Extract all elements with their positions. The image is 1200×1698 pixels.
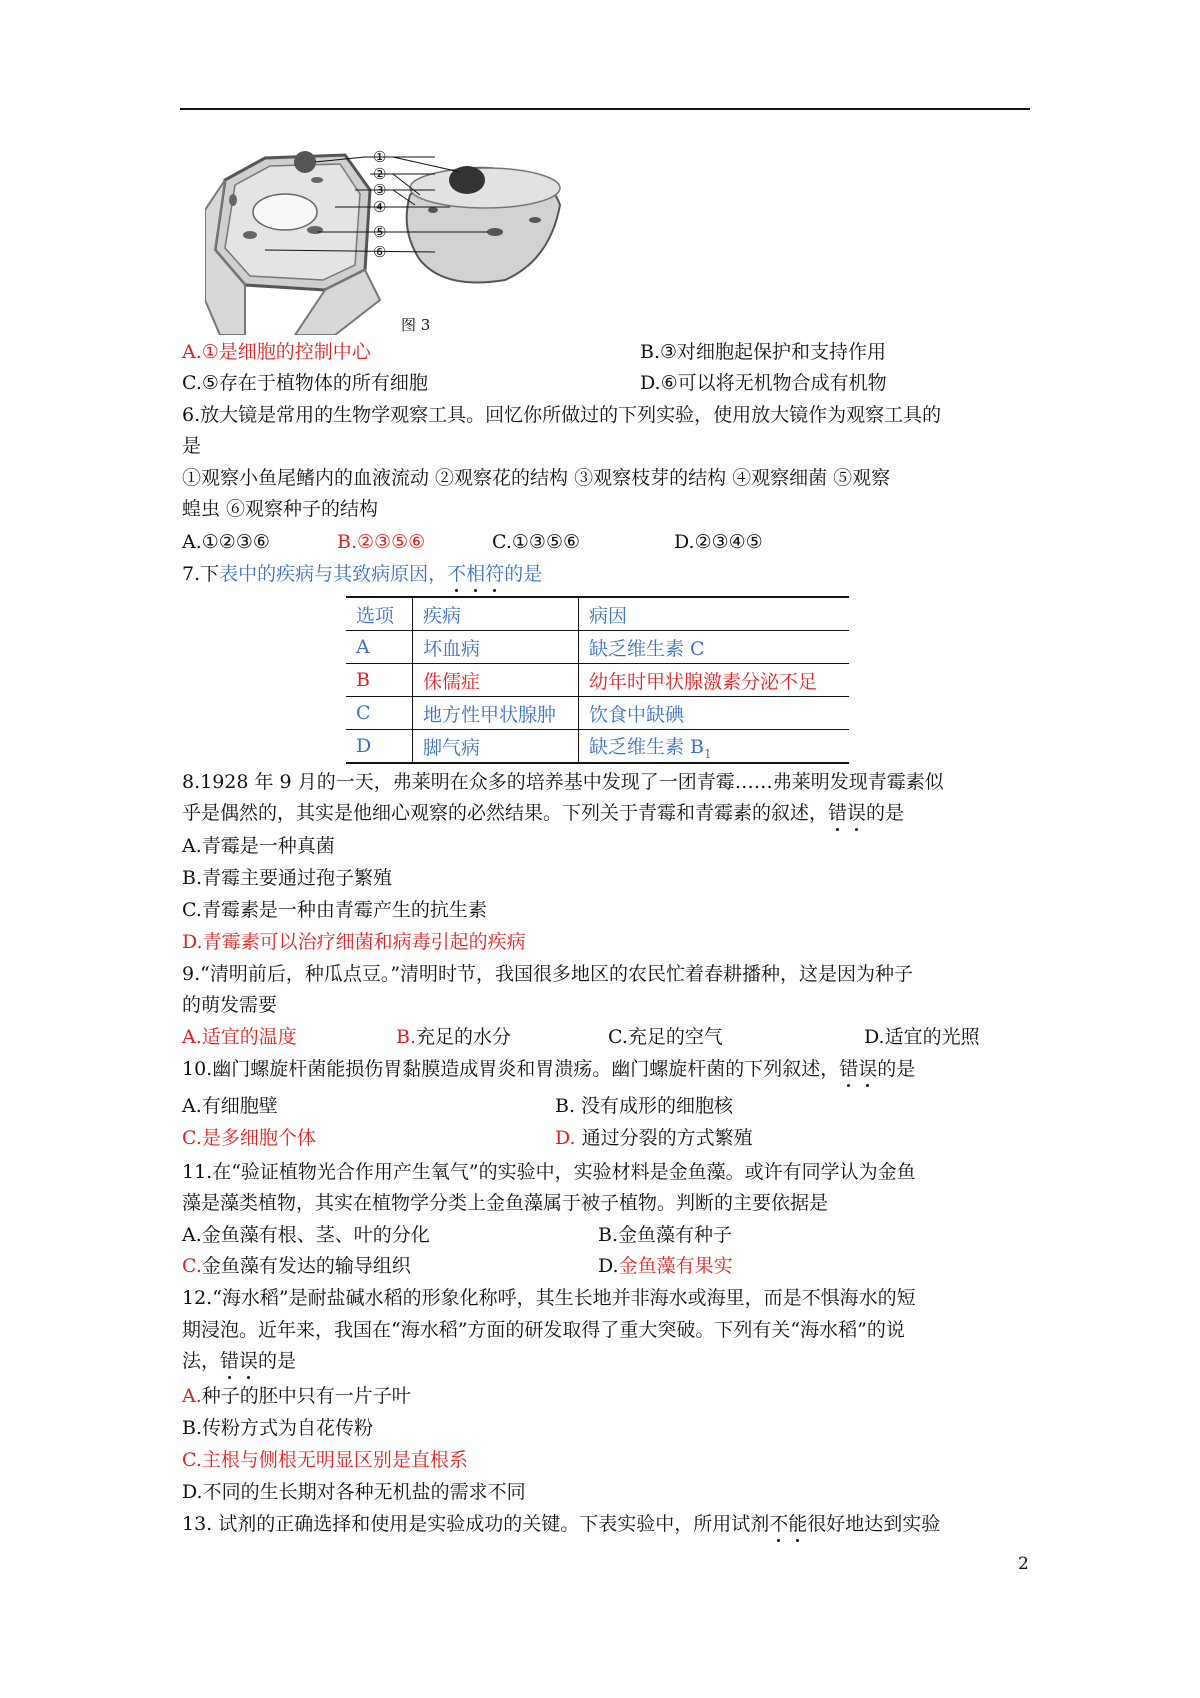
q10-option-a: A.有细胞壁 [182, 1095, 278, 1117]
table-row: B 侏儒症 幼年时甲状腺激素分泌不足 [346, 664, 849, 697]
q5-option-d: D.⑥可以将无机物合成有机物 [640, 372, 887, 394]
table-row: C 地方性甲状腺肿 饮食中缺碘 [346, 697, 849, 730]
label-6: ⑥ [373, 243, 387, 261]
table-header-row [346, 597, 849, 631]
q7-stem: 7.下表中的疾病与其致病原因，不相符的是 [182, 563, 543, 585]
q11-stem-line1: 11.在“验证植物光合作用产生氧气”的实验中，实验材料是金鱼藻。或许有同学认为金鱼 [182, 1161, 916, 1183]
table-row: A 坏血病 缺乏维生素 C [346, 631, 849, 664]
q5-option-c: C.⑤存在于植物体的所有细胞 [182, 372, 428, 394]
q12-stem-line2: 期浸泡。近年来，我国在“海水稻”方面的研发取得了重大突破。下列有关“海水稻”的说 [182, 1319, 905, 1341]
header-cause: 病因 [579, 597, 850, 631]
chloroplast-1 [243, 231, 257, 239]
q11-option-a: A.金鱼藻有根、茎、叶的分化 [182, 1224, 430, 1246]
q8-option-d: D.青霉素可以治疗细菌和病毒引起的疾病 [182, 931, 526, 953]
q9-stem-line1: 9.“清明前后，种瓜点豆。”清明时节，我国很多地区的农民忙着春耕播种，这是因为种子 [182, 963, 914, 985]
q13-stem: 13. 试剂的正确选择和使用是实验成功的关键。下表实验中，所用试剂不能很好地达到实验 [182, 1513, 941, 1535]
q10-stem: 10.幽门螺旋杆菌能损伤胃黏膜造成胃炎和胃溃疡。幽门螺旋杆菌的下列叙述，错误的是 [182, 1058, 916, 1080]
q10-option-c: C.是多细胞个体 [182, 1127, 316, 1149]
label-2: ② [373, 165, 387, 183]
q11-option-d: D.金鱼藻有果实 [598, 1255, 733, 1277]
label-4: ④ [373, 198, 387, 216]
figure-caption: 图 3 [401, 316, 431, 334]
header-disease: 疾病 [413, 597, 579, 631]
nucleus-3d [449, 166, 485, 194]
q6-items-line2: 蝗虫 ⑥观察种子的结构 [182, 498, 379, 520]
q12-option-b: B.传粉方式为自花传粉 [182, 1417, 374, 1439]
vacuole-left [253, 194, 317, 230]
q8-stem-line2: 乎是偶然的，其实是他细心观察的必然结果。下列关于青霉和青霉素的叙述，错误的是 [182, 802, 905, 824]
q8-option-a: A.青霉是一种真菌 [182, 835, 335, 857]
q8-stem-line1: 8.1928 年 9 月的一天，弗莱明在众多的培养基中发现了一团青霉……弗莱明发现青霉素似 [182, 771, 944, 793]
q12-option-a: A.种子的胚中只有一片子叶 [182, 1385, 411, 1407]
nucleus-left [294, 151, 316, 173]
label-5: ⑤ [373, 223, 387, 241]
label-3: ③ [373, 181, 387, 199]
q5-option-b: B.③对细胞起保护和支持作用 [640, 341, 887, 363]
plant-cell-figure [205, 150, 655, 335]
q6-option-c: C.①③⑤⑥ [492, 531, 581, 553]
chloroplast-3d-2 [529, 217, 541, 223]
q6-option-d: D.②③④⑤ [674, 531, 763, 553]
q8-option-c: C.青霉素是一种由青霉产生的抗生素 [182, 899, 487, 921]
table-row: D 脚气病 缺乏维生素 $B_1$ [346, 730, 849, 764]
q11-stem-line2: 藻是藻类植物，其实在植物学分类上金鱼藻属于被子植物。判断的主要依据是 [182, 1192, 829, 1214]
q5-option-a: A.①是细胞的控制中心 [182, 341, 371, 363]
chloroplast-4 [229, 194, 237, 206]
q10-option-b: B. 没有成形的细胞核 [555, 1095, 734, 1117]
q11-option-c: C.金鱼藻有发达的输导组织 [182, 1255, 411, 1277]
q11-option-b: B.金鱼藻有种子 [598, 1224, 733, 1246]
q12-stem-line3: 法，错误的是 [182, 1350, 297, 1372]
q9-option-b: B.充足的水分 [396, 1026, 512, 1048]
chloroplast-3d-3 [428, 207, 438, 213]
q6-option-b: B.②③⑤⑥ [337, 531, 426, 553]
q9-stem-line2: 的萌发需要 [182, 994, 278, 1016]
chloroplast-2 [311, 177, 323, 183]
chloroplast-3 [307, 226, 323, 234]
page-number: 2 [1018, 1554, 1029, 1574]
q9-option-c: C.充足的空气 [608, 1026, 723, 1048]
q9-option-a: A.适宜的温度 [182, 1026, 297, 1048]
q8-option-b: B.青霉主要通过孢子繁殖 [182, 867, 393, 889]
chloroplast-3d-1 [487, 228, 503, 236]
q7-table [346, 596, 849, 764]
q12-option-c: C.主根与侧根无明显区别是直根系 [182, 1449, 468, 1471]
q6-stem-line2: 是 [182, 435, 202, 457]
q12-option-d: D.不同的生长期对各种无机盐的需求不同 [182, 1481, 526, 1503]
q6-stem-line1: 6.放大镜是常用的生物学观察工具。回忆你所做过的下列实验，使用放大镜作为观察工具的 [182, 404, 942, 426]
q10-option-d: D. 通过分裂的方式繁殖 [555, 1127, 753, 1149]
q6-option-a: A.①②③⑥ [182, 531, 270, 553]
header-rule [180, 108, 1030, 110]
header-option: 选项 [346, 597, 413, 631]
q6-items-line1: ①观察小鱼尾鳍内的血液流动 ②观察花的结构 ③观察枝芽的结构 ④观察细菌 ⑤观察 [182, 467, 891, 489]
q12-stem-line1: 12.“海水稻”是耐盐碱水稻的形象化称呼，其生长地并非海水或海里，而是不惧海水的短 [182, 1287, 916, 1309]
label-1: ① [373, 150, 387, 166]
q9-option-d: D.适宜的光照 [864, 1026, 980, 1048]
